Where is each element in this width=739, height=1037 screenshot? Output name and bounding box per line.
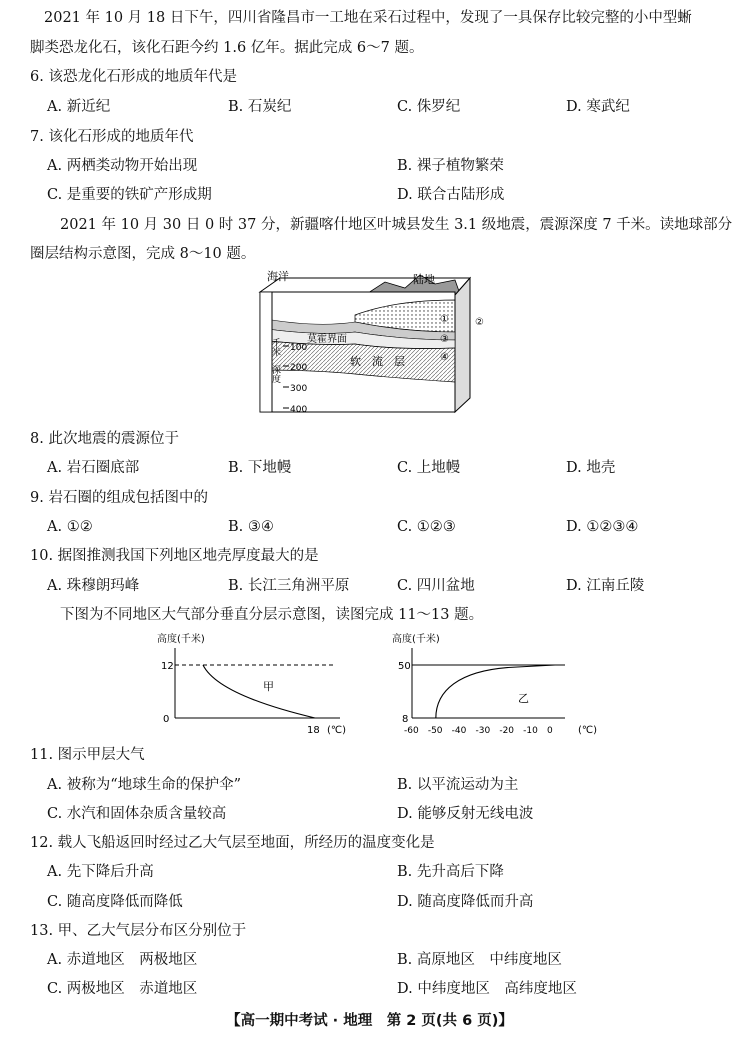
q11-option-d: D. 能够反射无线电波 bbox=[397, 806, 534, 822]
depth-word-label: 深度 bbox=[270, 365, 280, 383]
chart-yi-xlabel: (℃) bbox=[578, 725, 598, 736]
chart-yi-series-label: 乙 bbox=[518, 692, 529, 705]
chart-yi-xtick: -30 bbox=[475, 726, 491, 736]
q8-stem: 8. 此次地震的震源位于 bbox=[30, 431, 179, 447]
q13-option-d: D. 中纬度地区 高纬度地区 bbox=[397, 981, 577, 997]
q13-stem: 13. 甲、乙大气层分布区分别位于 bbox=[30, 923, 247, 939]
q13-option-b: B. 高原地区 中纬度地区 bbox=[397, 952, 562, 968]
marker-4: ④ bbox=[440, 352, 449, 363]
q11-stem: 11. 图示甲层大气 bbox=[30, 747, 145, 763]
chart-jia-xtick-18: 18 bbox=[307, 725, 320, 736]
q12-option-a: A. 先下降后升高 bbox=[47, 864, 154, 880]
chart-yi-ylabel: 高度(千米) bbox=[392, 634, 440, 645]
intro2-line1: 2021 年 10 月 30 日 0 时 37 分，新疆喀什地区叶城县发生 3.1 级地震，震源深度 7 千米。读地球部分 bbox=[60, 217, 733, 233]
marker-3: ③ bbox=[440, 334, 449, 345]
q6-option-c: C. 侏罗纪 bbox=[397, 99, 461, 115]
chart-yi bbox=[390, 630, 615, 740]
q9-option-a: A. ①② bbox=[47, 519, 93, 535]
q9-stem: 9. 岩石圈的组成包括图中的 bbox=[30, 490, 208, 506]
chart-yi-xtick: -20 bbox=[499, 726, 515, 736]
intro3-line1: 下图为不同地区大气部分垂直分层示意图，读图完成 11～13 题。 bbox=[60, 607, 484, 623]
intro2-line2: 圈层结构示意图，完成 8～10 题。 bbox=[30, 246, 256, 262]
q13-option-a: A. 赤道地区 两极地区 bbox=[47, 952, 198, 968]
q10-option-d: D. 江南丘陵 bbox=[566, 578, 645, 594]
q11-option-a: A. 被称为“地球生命的保护伞” bbox=[47, 777, 242, 793]
earth-layers-diagram bbox=[255, 270, 490, 420]
chart-yi-temperature-curve bbox=[436, 665, 555, 718]
q13-option-c: C. 两极地区 赤道地区 bbox=[47, 981, 198, 997]
intro1-line2: 脚类恐龙化石，该化石距今约 1.6 亿年。据此完成 6～7 题。 bbox=[30, 40, 424, 56]
q6-stem: 6. 该恐龙化石形成的地质年代是 bbox=[30, 69, 237, 85]
asthenosphere-label: 软 流 层 bbox=[350, 355, 405, 368]
chart-yi-ytick-8: 8 bbox=[402, 714, 409, 725]
q10-option-b: B. 长江三角洲平原 bbox=[228, 578, 350, 594]
depth-300: 300 bbox=[290, 384, 308, 394]
chart-jia-xlabel: (℃) bbox=[327, 725, 347, 736]
q7-option-b: B. 裸子植物繁荣 bbox=[397, 158, 504, 174]
q9-option-b: B. ③④ bbox=[228, 519, 274, 535]
intro1-line1: 2021 年 10 月 18 日下午，四川省隆昌市一工地在采石过程中，发现了一具保存比较完整的小中型蜥 bbox=[44, 10, 692, 26]
q10-option-a: A. 珠穆朗玛峰 bbox=[47, 578, 140, 594]
moho-label: 莫霍界面 bbox=[307, 334, 347, 345]
chart-yi-xtick: -40 bbox=[451, 726, 467, 736]
q8-option-b: B. 下地幔 bbox=[228, 460, 292, 476]
depth-400: 400 bbox=[290, 405, 308, 415]
q7-option-a: A. 两栖类动物开始出现 bbox=[47, 158, 198, 174]
q12-stem: 12. 载人飞船返回时经过乙大气层至地面，所经历的温度变化是 bbox=[30, 835, 435, 851]
ocean-label: 海洋 bbox=[267, 270, 289, 283]
chart-jia-ytick-12: 12 bbox=[161, 661, 174, 672]
q10-option-c: C. 四川盆地 bbox=[397, 578, 475, 594]
depth-100: 100 bbox=[290, 343, 308, 353]
chart-yi-xtick: -50 bbox=[427, 726, 443, 736]
chart-jia bbox=[155, 630, 365, 740]
q9-option-d: D. ①②③④ bbox=[566, 519, 639, 535]
chart-jia-ylabel: 高度(千米) bbox=[157, 634, 205, 645]
chart-yi-xtick: -10 bbox=[523, 726, 538, 736]
land-label: 陆地 bbox=[413, 273, 435, 286]
q6-option-b: B. 石炭纪 bbox=[228, 99, 292, 115]
depth-unit-label: 千米 bbox=[270, 338, 280, 356]
marker-1: ① bbox=[440, 314, 449, 325]
marker-2: ② bbox=[475, 317, 484, 328]
q8-option-a: A. 岩石圈底部 bbox=[47, 460, 140, 476]
q9-option-c: C. ①②③ bbox=[397, 519, 456, 535]
chart-yi-xtick: -60 bbox=[404, 726, 419, 736]
page-footer: 【高一期中考试 · 地理 第 2 页(共 6 页)】 bbox=[226, 1013, 513, 1029]
chart-yi-ytick-50: 50 bbox=[398, 661, 411, 672]
chart-jia-temperature-curve bbox=[203, 665, 315, 718]
depth-200: 200 bbox=[290, 363, 308, 373]
q12-option-c: C. 随高度降低而降低 bbox=[47, 894, 183, 910]
q7-stem: 7. 该化石形成的地质年代 bbox=[30, 129, 194, 145]
chart-yi-xtick: 0 bbox=[547, 726, 553, 736]
q6-option-d: D. 寒武纪 bbox=[566, 99, 630, 115]
q7-option-d: D. 联合古陆形成 bbox=[397, 187, 505, 203]
q7-option-c: C. 是重要的铁矿产形成期 bbox=[47, 187, 212, 203]
q8-option-c: C. 上地幔 bbox=[397, 460, 461, 476]
q8-option-d: D. 地壳 bbox=[566, 460, 616, 476]
q12-option-d: D. 随高度降低而升高 bbox=[397, 894, 534, 910]
q6-option-a: A. 新近纪 bbox=[47, 99, 111, 115]
q10-stem: 10. 据图推测我国下列地区地壳厚度最大的是 bbox=[30, 548, 319, 564]
chart-jia-ytick-0: 0 bbox=[163, 714, 170, 725]
q12-option-b: B. 先升高后下降 bbox=[397, 864, 504, 880]
q11-option-c: C. 水汽和固体杂质含量较高 bbox=[47, 806, 227, 822]
chart-jia-series-label: 甲 bbox=[263, 680, 274, 693]
q11-option-b: B. 以平流运动为主 bbox=[397, 777, 519, 793]
